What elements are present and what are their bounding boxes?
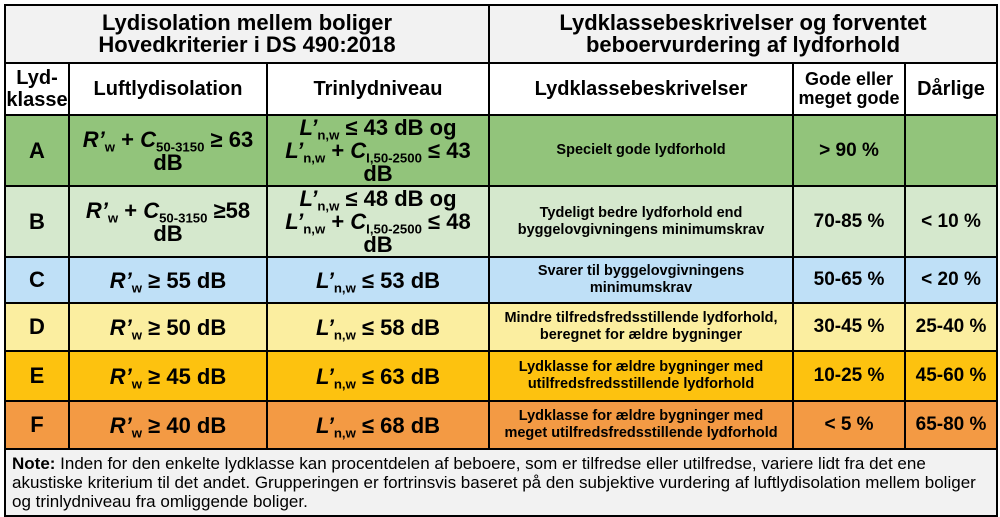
desc-cell [489, 401, 793, 449]
bad-cell [905, 115, 997, 186]
bad-cell: 25-40 % [905, 303, 997, 351]
air-cell: $R’_w \ge 40$ dB [69, 401, 267, 449]
desc-cell [489, 303, 793, 351]
air-value: ≥ 40 dB [148, 412, 227, 438]
bad-cell: < 10 % [905, 186, 997, 257]
klasse-cell: F [5, 401, 69, 449]
step-cell: $L’_{n,w} \le 43$ dB og $L’_{n,w} + C_{I,50-2500} \le 43$ dB [267, 115, 489, 186]
desc-line1: Tydeligt bedre lydforhold end [539, 204, 743, 221]
good-cell: < 5 % [793, 401, 905, 449]
col-good-line2: meget gode [798, 88, 900, 108]
note-text: Inden for den enkelte lydklasse kan procentdelen af beboere, som er tilfredse eller utilfredse, variere lidt fra det ene akustiske kriterium til det andet. Grupperingen er fortrinsvis baseret på den subjektive vurdering af luftlydisolation mellem boliger og trinlydniveau fra omliggende boliger. [12, 454, 976, 511]
desc-cell [489, 351, 793, 401]
klasse-cell: B [5, 186, 69, 257]
air-value: ≥ 50 dB [148, 314, 227, 340]
good-cell: 50-65 % [793, 257, 905, 303]
note-cell [5, 449, 997, 516]
col-desc-header: Lydklassebeskrivelser [489, 63, 793, 115]
step-value-2: ≤ 43 dB [363, 138, 471, 186]
class-row-f [5, 401, 997, 449]
klasse-cell: E [5, 351, 69, 401]
class-row-c [5, 257, 997, 303]
good-cell: 70-85 % [793, 186, 905, 257]
desc-line2: beregnet for ældre bygninger [539, 327, 743, 343]
desc-line1: Mindre tilfredsfredsstillende lydforhold, [504, 310, 778, 326]
air-value: ≥ 55 dB [148, 267, 227, 293]
header-row-1 [5, 5, 997, 63]
desc-line2: byggelovgivningens minimumskrav [517, 221, 765, 238]
header-left-line2: Hovedkriterier i DS 490:2018 [98, 32, 396, 57]
col-klasse-line2: klasse [6, 89, 68, 111]
air-cell: $R’_w \ge 55$ dB [69, 257, 267, 303]
step-cell: $L’_{n,w} \le 58$ dB [267, 303, 489, 351]
desc-line2: minimumskrav [589, 280, 693, 296]
bad-cell: 45-60 % [905, 351, 997, 401]
class-row-e [5, 351, 997, 401]
step-cell: $L’_{n,w} \le 53$ dB [267, 257, 489, 303]
klasse-cell: C [5, 257, 69, 303]
air-cell: $R’_w + C_{50-3150} \ge 63$ dB [69, 115, 267, 186]
step-value: ≤ 68 dB [361, 412, 441, 438]
class-row-d [5, 303, 997, 351]
step-value-1: ≤ 43 dB og [345, 115, 457, 140]
note-row [5, 449, 997, 516]
bad-cell: < 20 % [905, 257, 997, 303]
step-cell: $L’_{n,w} \le 63$ dB [267, 351, 489, 401]
col-step-header: Trinlydniveau [267, 63, 489, 115]
col-klasse-header [5, 63, 69, 115]
step-cell: $L’_{n,w} \le 68$ dB [267, 401, 489, 449]
air-cell: $R’_w \ge 45$ dB [69, 351, 267, 401]
col-good-header [793, 63, 905, 115]
good-cell: 10-25 % [793, 351, 905, 401]
desc-line1: Specielt gode lydforhold [556, 142, 726, 158]
desc-line2: meget utilfredsfredsstillende lydforhold [504, 425, 778, 441]
desc-line1: Svarer til byggelovgivningens [537, 263, 745, 279]
klasse-cell: A [5, 115, 69, 186]
step-cell: $L’_{n,w} \le 48$ dB og $L’_{n,w} + C_{I,50-2500} \le 48$ dB [267, 186, 489, 257]
header-row-2 [5, 63, 997, 115]
step-value: ≤ 58 dB [361, 314, 441, 340]
note-label: Note: [12, 454, 56, 473]
desc-cell [489, 186, 793, 257]
col-air-header: Luftlydisolation [69, 63, 267, 115]
air-cell: $R’_w \ge 50$ dB [69, 303, 267, 351]
good-cell: 30-45 % [793, 303, 905, 351]
sound-class-table [4, 4, 998, 517]
klasse-cell: D [5, 303, 69, 351]
class-row-b [5, 186, 997, 257]
desc-line1: Lydklasse for ældre bygninger med [518, 359, 764, 375]
col-bad-header: Dårlige [905, 63, 997, 115]
col-klasse-line1: Lyd- [16, 67, 58, 89]
desc-line2: utilfredsfredsstillende lydforhold [527, 376, 755, 392]
air-value: ≥ 63 dB [153, 126, 254, 175]
col-good-line1: Gode eller [805, 69, 894, 89]
desc-cell [489, 115, 793, 186]
class-row-a [5, 115, 997, 186]
header-right [489, 5, 997, 63]
header-right-line1: Lydklassebeskrivelser og forventet [559, 10, 927, 35]
step-value-2: ≤ 48 dB [363, 209, 471, 257]
desc-cell [489, 257, 793, 303]
air-cell: $R’_w + C_{50-3150} \ge 58$ dB [69, 186, 267, 257]
step-value: ≤ 53 dB [361, 267, 441, 293]
desc-line1: Lydklasse for ældre bygninger med [518, 408, 764, 424]
air-value: ≥ 45 dB [148, 363, 227, 389]
air-value: ≥58 dB [153, 197, 251, 246]
header-right-line2: beboervurdering af lydforhold [585, 32, 901, 57]
header-left [5, 5, 489, 63]
step-value: ≤ 63 dB [361, 363, 441, 389]
good-cell: > 90 % [793, 115, 905, 186]
step-value-1: ≤ 48 dB og [345, 186, 457, 211]
bad-cell: 65-80 % [905, 401, 997, 449]
header-left-line1: Lydisolation mellem boliger [101, 10, 393, 35]
